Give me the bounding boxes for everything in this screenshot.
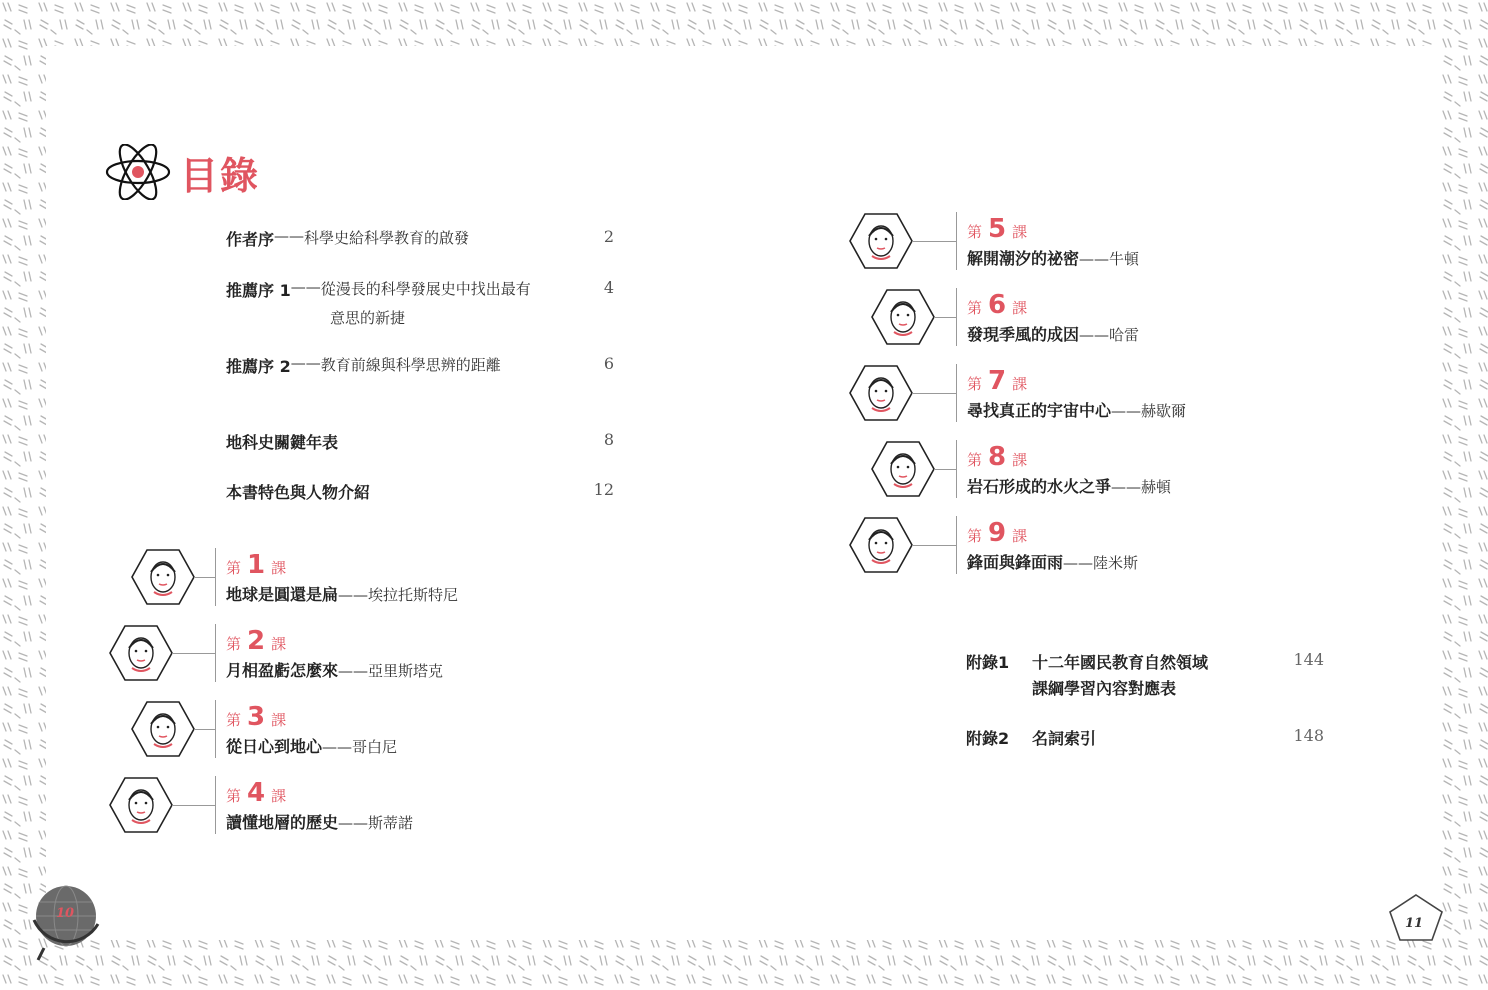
lesson-suffix: 課 bbox=[1012, 299, 1028, 317]
lesson-title-line bbox=[967, 398, 1186, 421]
portrait-hexagon-icon bbox=[848, 212, 914, 270]
lesson-person: 哈雷 bbox=[1109, 326, 1140, 344]
divider-line bbox=[215, 700, 216, 758]
entry-subtitle: 科學史給科學教育的啟發 bbox=[304, 229, 470, 247]
lesson-prefix: 第 bbox=[967, 527, 983, 545]
lesson-number: 5 bbox=[988, 214, 1007, 244]
lesson-number: 2 bbox=[247, 626, 266, 656]
entry-dash: —— bbox=[290, 278, 321, 296]
lesson-person: 哥白尼 bbox=[352, 738, 398, 756]
lesson-heading bbox=[967, 366, 1027, 396]
lesson-person: 斯蒂諾 bbox=[368, 814, 414, 832]
atom-icon bbox=[104, 144, 172, 200]
entry-label: 推薦序 1 bbox=[226, 281, 291, 300]
connector-line bbox=[934, 317, 956, 318]
divider-line bbox=[215, 776, 216, 834]
lesson-suffix: 課 bbox=[271, 635, 287, 653]
lesson-heading bbox=[967, 290, 1027, 320]
connector-line bbox=[194, 729, 215, 730]
connector-line bbox=[912, 241, 956, 242]
divider-line bbox=[956, 212, 957, 270]
portrait-hexagon-icon bbox=[848, 516, 914, 574]
page-number-right: 11 bbox=[1405, 916, 1424, 931]
lesson-number: 9 bbox=[988, 518, 1007, 548]
lesson-suffix: 課 bbox=[1012, 527, 1028, 545]
lesson-prefix: 第 bbox=[967, 299, 983, 317]
lesson-heading bbox=[226, 702, 286, 732]
lesson-person: 牛頓 bbox=[1109, 250, 1140, 268]
entry-subtitle: 教育前線與科學思辨的距離 bbox=[320, 356, 501, 374]
connector-line bbox=[934, 469, 956, 470]
lesson-suffix: 課 bbox=[271, 559, 287, 577]
toc-header bbox=[104, 144, 260, 200]
lesson-person: 陸米斯 bbox=[1093, 554, 1139, 572]
appendix-title-line2: 課綱學習內容對應表 bbox=[1032, 679, 1177, 698]
lesson-person: 赫頓 bbox=[1141, 478, 1172, 496]
lesson-title: 尋找真正的宇宙中心 bbox=[967, 401, 1112, 420]
portrait-hexagon-icon bbox=[870, 440, 936, 498]
lesson-heading bbox=[967, 214, 1027, 244]
lesson-dash: —— bbox=[338, 586, 369, 604]
portrait-hexagon-icon bbox=[130, 548, 196, 606]
lesson-title: 月相盈虧怎麼來 bbox=[226, 661, 339, 680]
lesson-suffix: 課 bbox=[271, 711, 287, 729]
connector-line bbox=[172, 805, 215, 806]
connector-line bbox=[172, 653, 215, 654]
lesson-title: 鋒面與鋒面雨 bbox=[967, 553, 1064, 572]
globe-icon bbox=[24, 880, 108, 964]
lesson-suffix: 課 bbox=[1012, 375, 1028, 393]
connector-line bbox=[912, 545, 956, 546]
appendix-label: 附錄1 bbox=[966, 653, 1010, 672]
lesson-suffix: 課 bbox=[1012, 451, 1028, 469]
connector-line bbox=[194, 577, 215, 578]
toc-entry-appendix-2[interactable] bbox=[966, 726, 1336, 749]
lesson-number: 8 bbox=[988, 442, 1007, 472]
lesson-title-line bbox=[967, 246, 1139, 269]
lesson-title: 從日心到地心 bbox=[226, 737, 323, 756]
lesson-title: 讀懂地層的歷史 bbox=[226, 813, 339, 832]
lesson-number: 1 bbox=[247, 550, 266, 580]
lesson-prefix: 第 bbox=[967, 223, 983, 241]
divider-line bbox=[956, 440, 957, 498]
appendix-title: 十二年國民教育自然領域 bbox=[1032, 653, 1209, 672]
entry-dash: —— bbox=[274, 227, 305, 245]
lesson-dash: —— bbox=[1079, 326, 1110, 344]
portrait-hexagon-icon bbox=[848, 364, 914, 422]
divider-line bbox=[215, 624, 216, 682]
divider-line bbox=[215, 548, 216, 606]
lesson-heading bbox=[226, 626, 286, 656]
lesson-prefix: 第 bbox=[967, 451, 983, 469]
lesson-title-line bbox=[226, 810, 413, 833]
lesson-prefix: 第 bbox=[226, 559, 242, 577]
lesson-heading bbox=[967, 442, 1027, 472]
divider-line bbox=[956, 288, 957, 346]
lesson-dash: —— bbox=[322, 738, 353, 756]
entry-dash: —— bbox=[290, 354, 321, 372]
page-number: 148 bbox=[1293, 726, 1324, 745]
divider-line bbox=[956, 364, 957, 422]
lesson-title-line bbox=[967, 322, 1139, 345]
lesson-dash: —— bbox=[338, 662, 369, 680]
lesson-suffix: 課 bbox=[1012, 223, 1028, 241]
lesson-title: 岩石形成的水火之爭 bbox=[967, 477, 1112, 496]
lesson-person: 赫歇爾 bbox=[1141, 402, 1187, 420]
lesson-heading bbox=[226, 778, 286, 808]
entry-subtitle: 從漫長的科學發展史中找出最有 bbox=[320, 280, 531, 298]
lesson-prefix: 第 bbox=[967, 375, 983, 393]
lesson-title: 解開潮汐的祕密 bbox=[967, 249, 1080, 268]
page-number: 144 bbox=[1293, 650, 1324, 669]
entry-label: 推薦序 2 bbox=[226, 357, 291, 376]
lesson-title: 發現季風的成因 bbox=[967, 325, 1080, 344]
lesson-dash: —— bbox=[1111, 478, 1142, 496]
page-number: 4 bbox=[603, 278, 614, 297]
lesson-prefix: 第 bbox=[226, 787, 242, 805]
appendix-title: 名詞索引 bbox=[1032, 729, 1097, 748]
lesson-number: 4 bbox=[247, 778, 266, 808]
toc-entry-features[interactable] bbox=[226, 480, 626, 503]
portrait-hexagon-icon bbox=[108, 624, 174, 682]
entry-label: 作者序 bbox=[226, 230, 275, 249]
lesson-title-line bbox=[226, 658, 443, 681]
divider-line bbox=[956, 516, 957, 574]
lesson-person: 亞里斯塔克 bbox=[368, 662, 444, 680]
page-number: 2 bbox=[603, 227, 614, 246]
page-number-left: 10 bbox=[56, 906, 75, 921]
entry-label: 地科史關鍵年表 bbox=[226, 433, 339, 452]
toc-entry-recommend-2[interactable] bbox=[226, 354, 626, 377]
lesson-dash: —— bbox=[1111, 402, 1142, 420]
lesson-dash: —— bbox=[1063, 554, 1094, 572]
connector-line bbox=[912, 393, 956, 394]
portrait-hexagon-icon bbox=[130, 700, 196, 758]
toc-entry-recommend-1[interactable] bbox=[226, 278, 626, 328]
lesson-title-line bbox=[226, 582, 458, 605]
lesson-dash: —— bbox=[338, 814, 369, 832]
lesson-heading bbox=[967, 518, 1027, 548]
page-number: 12 bbox=[593, 480, 614, 499]
lesson-dash: —— bbox=[1079, 250, 1110, 268]
lesson-title-line bbox=[226, 734, 397, 757]
lesson-prefix: 第 bbox=[226, 711, 242, 729]
lesson-prefix: 第 bbox=[226, 635, 242, 653]
entry-subtitle-line2: 意思的新捷 bbox=[330, 309, 406, 327]
toc-entry-appendix-1[interactable] bbox=[966, 650, 1336, 698]
lesson-title: 地球是圓還是扁 bbox=[226, 585, 339, 604]
portrait-hexagon-icon bbox=[870, 288, 936, 346]
lesson-number: 3 bbox=[247, 702, 266, 732]
page-number: 8 bbox=[603, 430, 614, 449]
portrait-hexagon-icon bbox=[108, 776, 174, 834]
entry-label: 本書特色與人物介紹 bbox=[226, 483, 371, 502]
appendix-label: 附錄2 bbox=[966, 729, 1010, 748]
toc-entry-preface[interactable] bbox=[226, 227, 626, 250]
lesson-title-line bbox=[967, 550, 1138, 573]
toc-entry-timeline[interactable] bbox=[226, 430, 626, 453]
lesson-number: 6 bbox=[988, 290, 1007, 320]
lesson-number: 7 bbox=[988, 366, 1007, 396]
lesson-title-line bbox=[967, 474, 1171, 497]
lesson-person: 埃拉托斯特尼 bbox=[368, 586, 459, 604]
toc-title: 目錄 bbox=[180, 153, 261, 198]
lesson-heading bbox=[226, 550, 286, 580]
lesson-suffix: 課 bbox=[271, 787, 287, 805]
page-number: 6 bbox=[603, 354, 614, 373]
